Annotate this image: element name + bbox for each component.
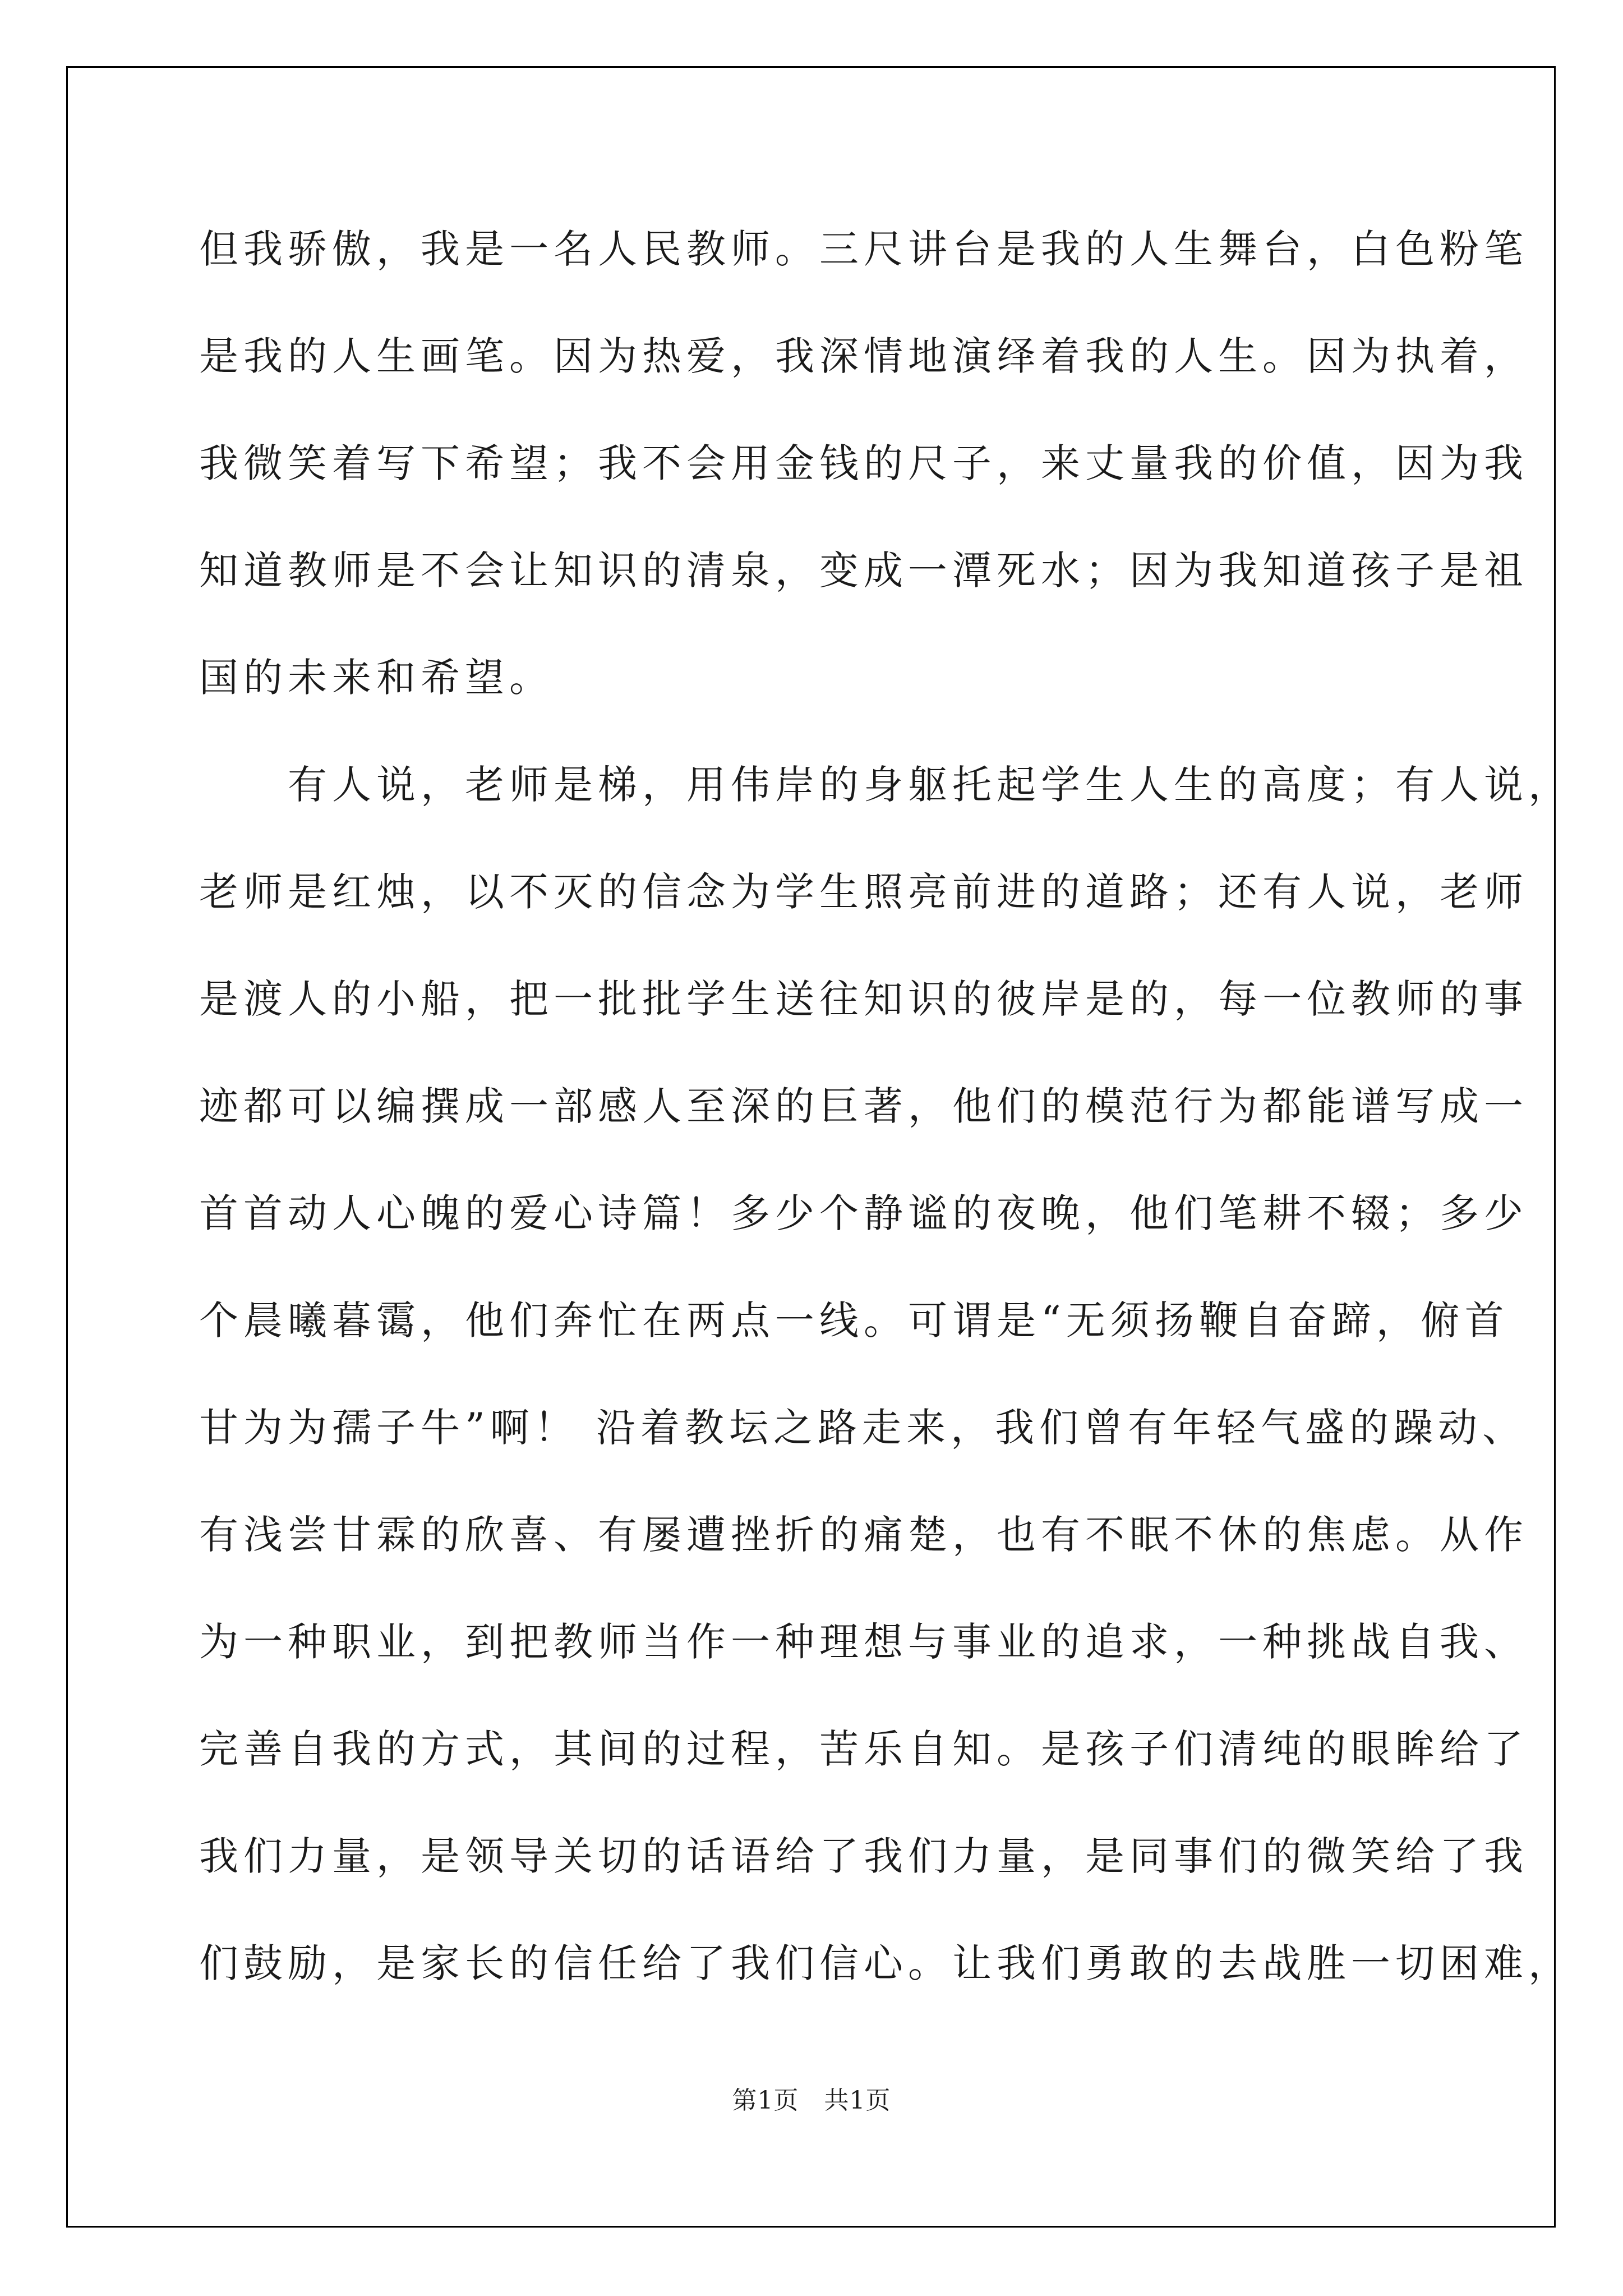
text-line: 完善自我的方式，其间的过程，苦乐自知。是孩子们清纯的眼眸给了 — [199, 1726, 1528, 1772]
text-line: 我微笑着写下希望；我不会用金钱的尺子，来丈量我的价值，因为我 — [199, 440, 1528, 486]
text-line: 为一种职业，到把教师当作一种理想与事业的追求，一种挑战自我、 — [199, 1619, 1528, 1665]
document-body — [199, 214, 1573, 2036]
text-line: 国的未来和希望。 — [199, 655, 554, 701]
text-line: 有浅尝甘霖的欣喜、有屡遭挫折的痛楚，也有不眠不休的焦虑。从作 — [199, 1512, 1528, 1558]
text-line: 迹都可以编撰成一部感人至深的巨著，他们的模范行为都能谱写成一 — [199, 1083, 1528, 1129]
text-line: 首首动人心魄的爱心诗篇！多少个静谧的夜晚，他们笔耕不辍；多少 — [199, 1190, 1528, 1236]
text-line: 老师是红烛，以不灭的信念为学生照亮前进的道路；还有人说，老师 — [199, 869, 1528, 915]
text-line: 有人说，老师是梯，用伟岸的身躯托起学生人生的高度；有人说， — [199, 762, 1573, 808]
text-line: 但我骄傲，我是一名人民教师。三尺讲台是我的人生舞台，白色粉笔 — [199, 226, 1528, 272]
text-line: 我们力量，是领导关切的话语给了我们力量，是同事们的微笑给了我 — [199, 1833, 1528, 1879]
text-line: 是渡人的小船，把一批批学生送往知识的彼岸是的，每一位教师的事 — [199, 976, 1528, 1022]
page-number-footer: 第1页 共1页 — [732, 2086, 891, 2115]
text-line: 个晨曦暮霭，他们奔忙在两点一线。可谓是“无须扬鞭自奋蹄，俯首 — [199, 1297, 1509, 1343]
text-line: 甘为为孺子牛”啊！ 沿着教坛之路走来，我们曾有年轻气盛的躁动、 — [199, 1405, 1527, 1451]
text-line: 们鼓励，是家长的信任给了我们信心。让我们勇敢的去战胜一切困难， — [199, 1940, 1573, 1986]
text-line: 是我的人生画笔。因为热爱，我深情地演绎着我的人生。因为执着， — [199, 333, 1528, 379]
text-line: 知道教师是不会让知识的清泉，变成一潭死水；因为我知道孩子是祖 — [199, 547, 1528, 593]
